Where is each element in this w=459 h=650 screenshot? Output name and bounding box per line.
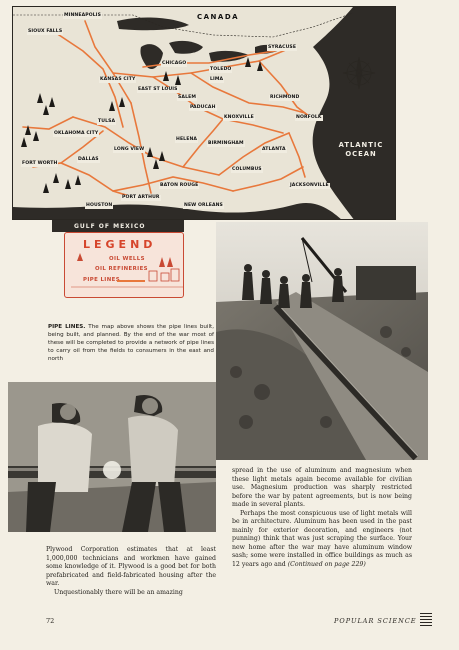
pipe-workers-photo: [8, 382, 216, 532]
city-sioux-falls: SIOUX FALLS: [28, 29, 63, 34]
article-left-column: [46, 546, 216, 597]
city-east-st-louis: EAST ST LOUIS: [138, 87, 178, 92]
legend-oil-wells: OIL WELLS: [109, 256, 145, 262]
gulf-label: GULF OF MEXICO: [74, 223, 146, 230]
continued-note: (Continued on page 229): [287, 561, 366, 569]
left-paragraph-1: Plywood Corporation estimates that at least 1,000,000 technicians and workmen have gained some knowledge of it. Plywood is a good bet for both prefabricated and field-fabricated housing after the war.: [46, 546, 216, 588]
city-dallas: DALLAS: [78, 157, 99, 162]
city-syracuse: SYRACUSE: [268, 45, 297, 50]
canada-label: CANADA: [197, 13, 240, 21]
city-paducah: PADUCAH: [190, 105, 216, 110]
city-salem: SALEM: [178, 95, 197, 100]
legend-oil-refineries: OIL REFINERIES: [95, 266, 148, 272]
city-knoxville: KNOXVILLE: [224, 115, 254, 120]
city-helena: HELENA: [176, 137, 198, 142]
caption-lead: PIPE LINES.: [48, 324, 86, 330]
article-right-column: [232, 467, 412, 570]
atlantic-ocean-label: [329, 141, 393, 159]
city-columbus: COLUMBUS: [232, 167, 262, 172]
page-number: 72: [46, 617, 55, 625]
city-birmingham: BIRMINGHAM: [208, 141, 244, 146]
pipeline-map: [12, 6, 396, 220]
ocean-word: OCEAN: [345, 150, 377, 158]
city-richmond: RICHMOND: [270, 95, 300, 100]
legend-pipe-lines: PIPE LINES: [83, 277, 120, 283]
city-norfolk: NORFOLK: [296, 115, 322, 120]
city-baton-rouge: BATON ROUGE: [160, 183, 199, 188]
atlantic-word: ATLANTIC: [338, 141, 384, 149]
caption-text: The map above shows the pipe lines built, being built, and planned. By the end of the war most of these will be completed to provide a network of pipe lines to carry oil from the fields to consumers in the east and north: [48, 324, 215, 362]
city-new-orleans: NEW ORLEANS: [184, 203, 223, 208]
map-drawing: [13, 7, 396, 220]
map-caption: [48, 323, 214, 363]
city-port-arthur: PORT ARTHUR: [122, 195, 160, 200]
city-lima: LIMA: [210, 77, 224, 82]
city-minneapolis: MINNEAPOLIS: [64, 13, 101, 18]
map-legend: [64, 232, 184, 298]
city-kansas-city: KANSAS CITY: [100, 77, 136, 82]
city-chicago: CHICAGO: [162, 61, 187, 66]
legend-title: LEGEND: [83, 238, 157, 251]
right-paragraph-2: [232, 510, 412, 570]
city-fort-worth: FORT WORTH: [22, 161, 58, 166]
magazine-title: POPULAR SCIENCE: [334, 617, 417, 625]
city-atlanta: ATLANTA: [262, 147, 286, 152]
gulf-banner: [52, 220, 184, 232]
city-toledo: TOLEDO: [210, 67, 232, 72]
city-oklahoma-city: OKLAHOMA CITY: [54, 131, 99, 136]
city-tulsa: TULSA: [98, 119, 116, 124]
left-paragraph-2: Unquestionably there will be an amazing: [54, 588, 183, 596]
city-jacksonville: JACKSONVILLE: [290, 183, 329, 188]
city-houston: HOUSTON: [86, 203, 113, 208]
right-paragraph-2-text: Perhaps the most conspicuous use of light metals will be in architecture. Aluminum has been used in the past mainly for exterior decoration, and engineers (not punning) think that was just scraping the surface. Your new home after the war may have aluminum window sash; some were installed in office buildings as much as 12 years ago and: [232, 509, 412, 569]
right-paragraph-1: spread in the use of aluminum and magnesium when these light metals again become available for civilian use. Magnesium production was sharply restricted before the war by patent agreements, but is now being made in several plants.: [232, 467, 412, 509]
legend-symbols: [71, 253, 183, 293]
city-longview: LONG VIEW: [114, 147, 145, 152]
pipeline-trench-photo: [216, 222, 428, 460]
barcode-mark: [420, 612, 432, 626]
